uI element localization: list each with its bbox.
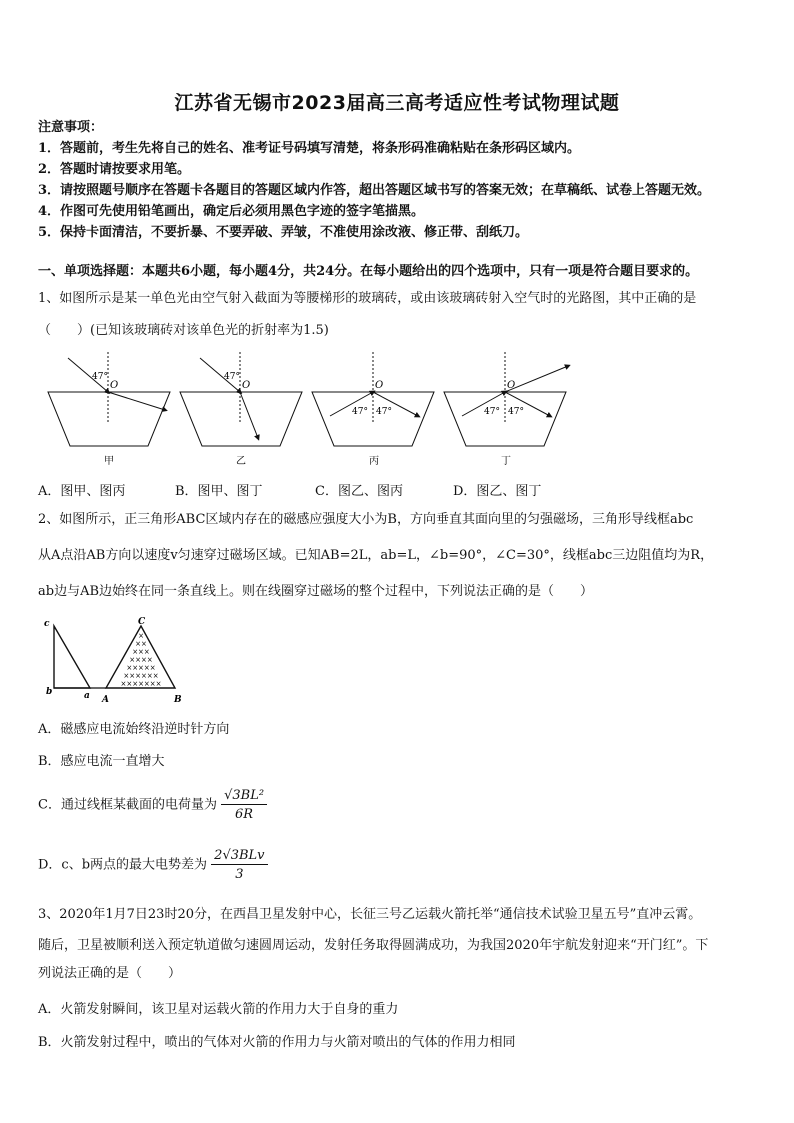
notice-item: 3．请按照题号顺序在答题卡各题目的答题区域内作答，超出答题区域书写的答案无效；在草稿纸、试卷上答题无效。 [38,183,711,198]
point-o-label: O [242,380,251,391]
question-2-stem: 2、如图所示，正三角形ABC区域内存在的磁感应强度大小为B，方向垂直其面向里的匀强磁场，三角形导线框abc [38,512,694,527]
angle-label: 47° [508,407,524,417]
svg-text:×××: ××× [132,648,150,656]
angle-label: 47° [376,407,392,417]
diagram-label: 丁 [501,456,511,467]
diagram-jia [48,352,170,467]
svg-text:×: × [138,632,144,640]
question-1-stem: 1、如图所示是某一单色光由空气射入截面为等腰梯形的玻璃砖，或由该玻璃砖射入空气时的光路图，其中正确的是 [38,291,697,306]
question-2-figure [40,612,200,708]
question-2-stem-cont: ab边与AB边始终在同一条直线上。则在线圈穿过磁场的整个过程中，下列说法正确的是（ ） [38,584,594,599]
page-title: 江苏省无锡市2023届高三高考适应性考试物理试题 [174,92,620,114]
question-3-stem-cont: 列说法正确的是（ ） [38,966,182,981]
charge-fraction [221,788,267,822]
angle-label: 47° [484,407,500,417]
svg-text:×××××××: ××××××× [120,680,162,688]
angle-label: 47° [92,372,108,382]
question-1-figure [40,352,580,470]
question-2-option-a[interactable]: A．磁感应电流始终沿逆时针方向 [38,722,230,737]
question-1-stem-cont: （ ）(已知该玻璃砖对该单色光的折射率为1.5) [38,323,329,338]
question-1-option-d[interactable]: D．图乙、图丁 [453,484,542,499]
question-2-option-b[interactable]: B．感应电流一直增大 [38,754,165,769]
notice-item: 1．答题前，考生先将自己的姓名、准考证号码填写清楚，将条形码准确粘贴在条形码区域内。 [38,141,581,156]
diagram-ding [444,352,568,467]
diagram-label: 丙 [369,456,379,467]
option-d-text: D．c、b两点的最大电势差为 [38,857,208,873]
diagram-yi [180,352,302,467]
point-o-label: O [507,380,516,391]
vertex-a-label: a [84,691,90,701]
diagram-bing [312,352,434,467]
question-2-option-c[interactable] [38,788,267,822]
diagram-label: 甲 [104,456,114,467]
question-2-stem-cont: 从A点沿AB方向以速度v匀速穿过磁场区域。已知AB=2L，ab=L，∠b=90°，∠C=30°，线框abc三边阻值均为R， [38,548,714,563]
svg-text:××××××: ×××××× [123,672,159,680]
option-c-text: C．通过线框某截面的电荷量为 [38,797,217,813]
section-heading: 一、单项选择题：本题共6小题，每小题4分，共24分。在每小题给出的四个选项中，只有一项是符合题目要求的。 [38,264,699,279]
fraction-denominator: 6R [235,807,254,822]
point-o-label: O [375,380,384,391]
question-1-option-b[interactable]: B．图甲、图丁 [175,484,263,499]
notice-item: 2．答题时请按要求用笔。 [38,162,191,177]
angle-label: 47° [224,372,240,382]
question-2-option-d[interactable] [38,848,268,882]
angle-label: 47° [352,407,368,417]
question-3-option-a[interactable]: A．火箭发射瞬间，该卫星对运载火箭的作用力大于自身的重力 [38,1002,399,1017]
svg-text:×××××: ××××× [126,664,156,672]
notice-heading: 注意事项： [38,120,104,135]
question-3-stem-cont: 随后，卫星被顺利送入预定轨道做匀速圆周运动，发射任务取得圆满成功，为我国2020年宇航发射迎来“开门红”。下 [38,938,709,953]
vertex-c-label: c [44,619,50,629]
vertex-big-a-label: A [102,695,109,705]
fraction-denominator: 3 [235,867,244,882]
potential-fraction [211,848,267,882]
svg-text:××××: ×××× [129,656,153,664]
vertex-big-b-label: B [174,695,182,705]
vertex-b-label: b [46,687,53,697]
notice-item: 4．作图可先使用铅笔画出，确定后必须用黑色字迹的签字笔描黑。 [38,204,425,219]
fraction-numerator: 2√3BLv [211,848,267,865]
svg-text:××: ×× [135,640,147,648]
question-1-option-c[interactable]: C．图乙、图丙 [315,484,403,499]
notice-item: 5．保持卡面清洁，不要折暴、不要弄破、弄皱，不准使用涂改液、修正带、刮纸刀。 [38,225,529,240]
question-1-option-a[interactable]: A．图甲、图丙 [38,484,126,499]
question-3-option-b[interactable]: B．火箭发射过程中，喷出的气体对火箭的作用力与火箭对喷出的气体的作用力相同 [38,1035,516,1050]
point-o-label: O [110,380,119,391]
question-3-stem: 3、2020年1月7日23时20分，在西昌卫星发射中心，长征三号乙运载火箭托举“通信技术试验卫星五号”直冲云霄。 [38,907,702,922]
magnetic-field-crosses [120,632,161,688]
vertex-big-c-label: C [138,617,146,627]
diagram-label: 乙 [236,456,246,467]
fraction-numerator: √3BL² [221,788,267,805]
